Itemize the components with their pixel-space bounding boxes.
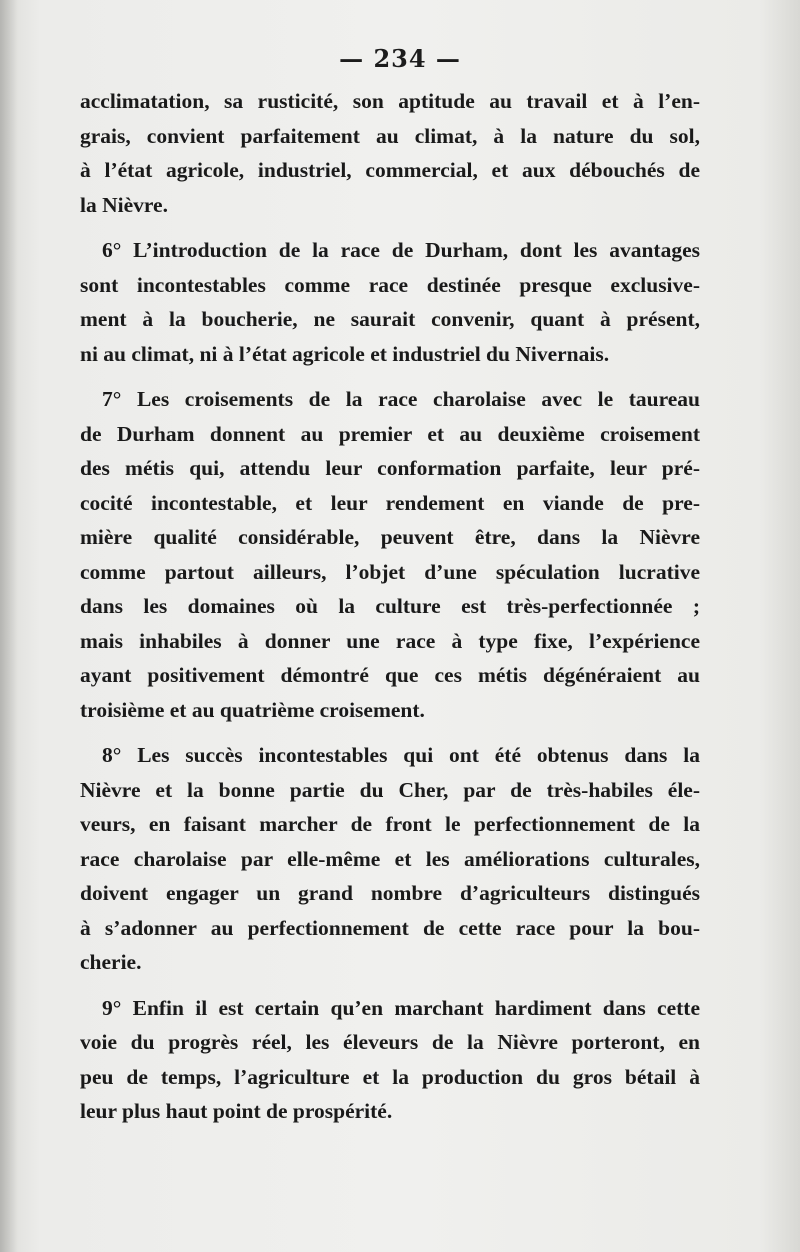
text-line: 7° Les croisements de la race charolaise avec le taureau <box>102 387 700 411</box>
text-line: la Nièvre. <box>80 192 168 217</box>
text-line: mais inhabiles à donner une race à type fixe, l’expérience <box>80 628 700 653</box>
text-line: voie du progrès réel, les éleveurs de la Nièvre porteront, en <box>80 1030 700 1054</box>
text-line: ni au climat, ni à l’état agricole et industriel du Nivernais. <box>80 341 610 366</box>
text-line: dans les domaines où la culture est très-perfectionnée ; <box>80 594 700 618</box>
text-line: 8° Les succès incontestables qui ont été obtenus dans la <box>102 743 700 767</box>
gutter-shadow <box>0 0 18 1252</box>
text-line: à l’état agricole, industriel, commercial, et aux débouchés de <box>80 158 700 182</box>
text-line: mière qualité considérable, peuvent être, dans la Nièvre <box>80 525 700 549</box>
text-line: leur plus haut point de prospérité. <box>80 1099 393 1123</box>
paragraph-7 <box>80 382 700 727</box>
text-line: ayant positivement démontré que ces métis dégénéraient au <box>80 663 700 687</box>
text-line: cocité incontestable, et leur rendement en viande de pre- <box>80 490 700 515</box>
text-line: de Durham donnent au premier et au deuxième croisement <box>80 421 700 446</box>
text-line: à s’adonner au perfectionnement de cette race pour la bou- <box>80 915 700 940</box>
text-line: des métis qui, attendu leur conformation parfaite, leur pré- <box>80 456 700 480</box>
text-line: peu de temps, l’agriculture et la production du gros bétail à <box>80 1064 700 1089</box>
text-line: veurs, en faisant marcher de front le perfectionnement de la <box>80 812 700 836</box>
text-line: grais, convient parfaitement au climat, à la nature du sol, <box>80 123 700 148</box>
text-line: sont incontestables comme race destinée presque exclusive- <box>80 272 700 297</box>
text-line: troisième et au quatrième croisement. <box>80 697 425 722</box>
text-line: Nièvre et la bonne partie du Cher, par de très-habiles éle- <box>80 777 700 802</box>
text-line: cherie. <box>80 950 142 974</box>
paragraph-6 <box>80 233 700 371</box>
page-number: — 234 — <box>339 44 461 73</box>
text-line: ment à la boucherie, ne saurait convenir, quant à présent, <box>80 307 700 331</box>
paragraph-9 <box>80 991 700 1129</box>
body-text <box>80 84 700 1140</box>
text-line: 6° L’introduction de la race de Durham, dont les avantages <box>102 238 700 262</box>
paragraph-8 <box>80 738 700 980</box>
text-line: doivent engager un grand nombre d’agriculteurs distingués <box>80 881 700 905</box>
paragraph-5-continuation <box>80 84 700 222</box>
text-line: acclimatation, sa rusticité, son aptitude au travail et à l’en- <box>80 89 700 113</box>
text-line: 9° Enfin il est certain qu’en marchant hardiment dans cette <box>102 995 700 1020</box>
text-line: race charolaise par elle-même et les améliorations culturales, <box>80 846 700 871</box>
text-line: comme partout ailleurs, l’objet d’une spéculation lucrative <box>80 559 700 584</box>
